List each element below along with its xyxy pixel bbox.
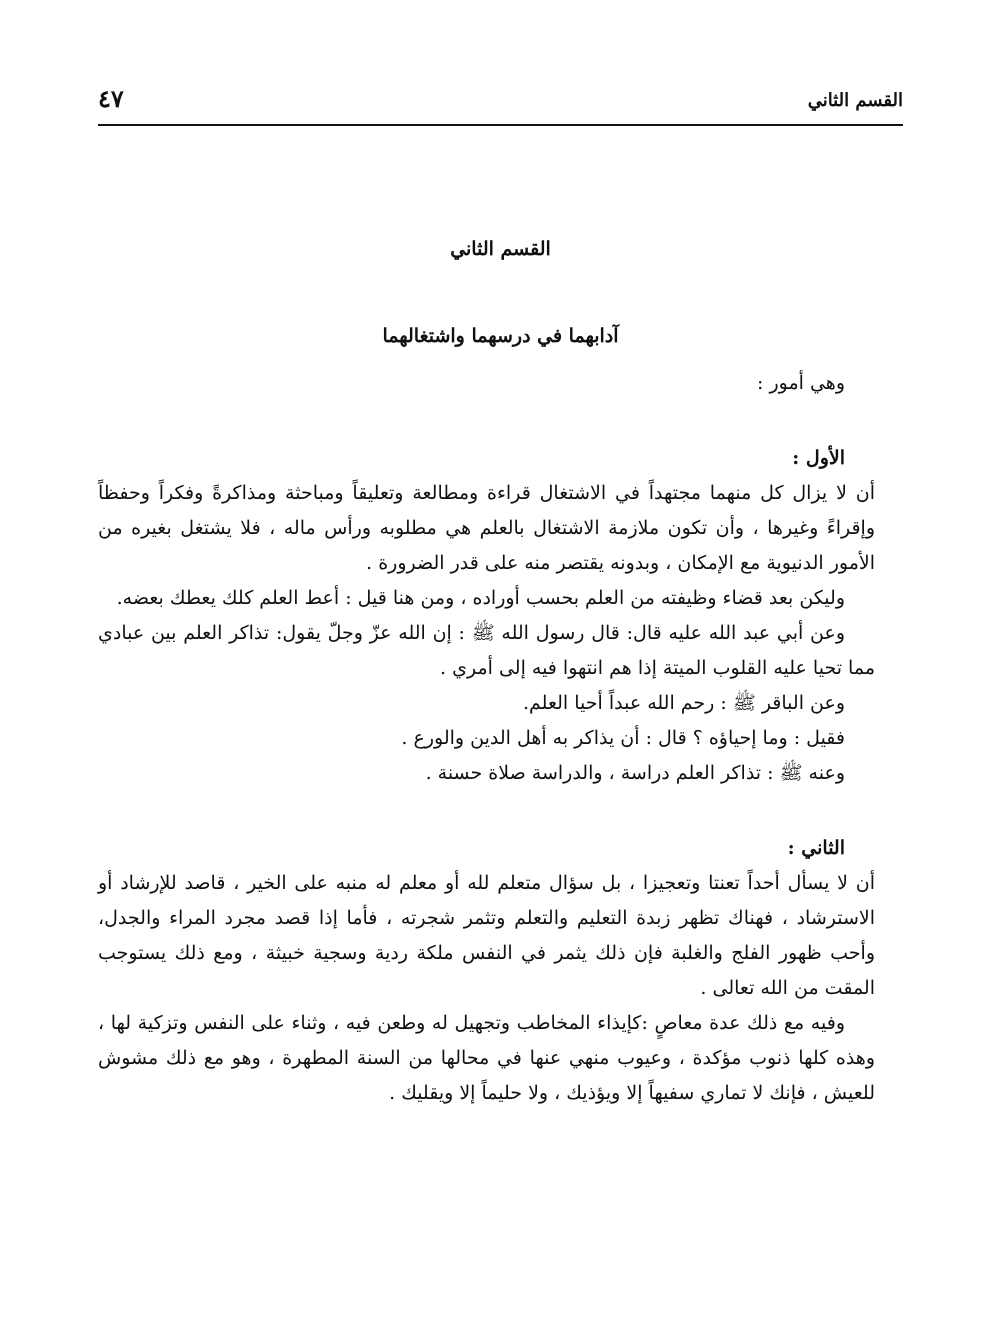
section-subtitle: آدابهما في درسهما واشتغالهما [382,325,619,347]
paragraph: وفيه مع ذلك عدة معاصٍ :كإيذاء المخاطب وتجهيل له وطعن فيه ، وثناء على النفس وتزكية لها ، وهذه كلها ذنوب مؤكدة ، وعيوب منهي عنها في محالها من السنة المطهرة ، وهو مع ذلك مشوش للعيش ، فإنك لا تماري سفيهاً إلا ويؤذيك ، ولا حليماً إلا ويقليك . [98,1012,875,1104]
body-text [98,366,875,1111]
paragraph: أن لا يسأل أحداً تعنتا وتعجيزا ، بل سؤال متعلم لله أو معلم له منبه على الخير ، قاصد للإرشاد أو الاسترشاد ، فهناك تظهر زبدة التعليم والتعلم وتثمر شجرته ، فأما إذا قصد مجرد المراء والجدل، وأحب ظهور الفلج والغلبة فإن ذلك يثمر في النفس ملكة ردية وسجية خبيثة ، ومع ذلك يستوجب المقت من الله تعالى . [98,872,875,999]
paragraph: أن لا يزال كل منهما مجتهداً في الاشتغال قراءة ومطالعة وتعليقاً ومباحثة ومذاكرةً وفكراً وحفظاً وإقراءً وغيرها ، وأن تكون ملازمة الاشتغال بالعلم هي مطلوبه ورأس ماله ، فلا يشتغل بغيره من الأمور الدنيوية مع الإمكان ، وبدونه يقتصر منه على قدر الضرورة . [98,482,875,574]
page-header [98,80,903,126]
section-title: القسم الثاني [450,238,551,260]
running-title: القسم الثاني [807,90,903,111]
paragraph: فقيل : وما إحياؤه ؟ قال : أن يذاكر به أهل الدين والورع . [401,727,845,749]
second-heading: الثاني : [787,837,845,859]
paragraph: وعنه ﷺ : تذاكر العلم دراسة ، والدراسة صلاة حسنة . [425,762,845,784]
intro-text: وهي أمور : [757,372,845,394]
paragraph: وعن أبي عبد الله عليه قال: قال رسول الله ﷺ : إن الله عزّ وجلّ يقول: تذاكر العلم بين عبادي مما تحيا عليه القلوب الميتة إذا هم انتهوا فيه إلى أمري . [98,622,875,679]
paragraph: وليكن بعد قضاء وظيفته من العلم بحسب أوراده ، ومن هنا قيل : أعط العلم كلك يعطك بعضه. [116,587,845,609]
first-heading: الأول : [792,447,845,469]
page-number: ٤٧ [98,84,124,113]
paragraph: وعن الباقر ﷺ : رحم الله عبداً أحيا العلم. [523,692,845,714]
